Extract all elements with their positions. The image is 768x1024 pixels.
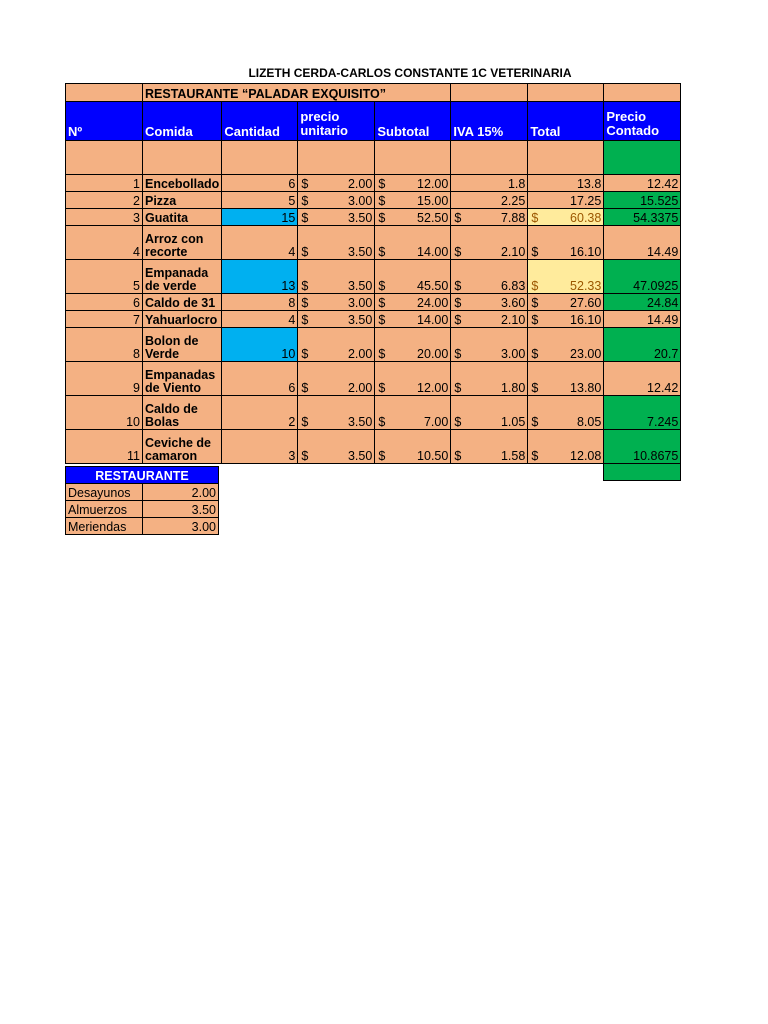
currency-symbol: $ [454,279,462,293]
quantity-cell[interactable]: 4 [222,226,298,260]
amount: 3.50 [347,211,373,225]
amount: 27.60 [570,296,602,310]
food-name-line: Empanadas [145,368,216,382]
food-name-line: Yahuarlocro [145,313,218,327]
iva-cell[interactable] [451,328,528,362]
table-row [66,192,681,209]
document-title: LIZETH CERDA-CARLOS CONSTANTE 1C VETERINARIA [248,66,572,80]
currency-symbol: $ [378,381,386,395]
unit-price-cell[interactable] [298,328,375,362]
unit-price-cell[interactable] [298,175,375,192]
amount: 24.00 [417,296,449,310]
subtotal-cell[interactable] [375,226,451,260]
currency-symbol: $ [378,194,386,208]
subtotal-cell[interactable] [375,362,451,396]
precio-contado-cell[interactable]: 10.8675 [604,430,681,464]
subtotal-cell[interactable] [375,294,451,311]
amount: 3.00 [347,194,373,208]
food-name[interactable] [143,362,222,396]
amount: 7.88 [500,211,526,225]
amount: 1.8 [507,177,526,191]
quantity-cell[interactable]: 3 [222,430,298,464]
currency-symbol: $ [301,211,309,225]
unit-price-cell[interactable] [298,192,375,209]
amount: 2.00 [347,347,373,361]
precio-contado-cell[interactable]: 24.84 [604,294,681,311]
amount: 1.58 [500,449,526,463]
summary-value[interactable]: 3.00 [143,518,219,535]
food-name-line: Empanada [145,266,209,280]
precio-contado-cell[interactable]: 15.525 [604,192,681,209]
summary-header-row [66,467,219,484]
row-number[interactable]: 5 [66,260,143,294]
food-name[interactable] [143,226,222,260]
subtotal-cell[interactable] [375,396,451,430]
amount: 13.8 [576,177,602,191]
amount: 6.83 [500,279,526,293]
summary-row [66,518,219,535]
total-cell[interactable] [528,328,604,362]
table-row [66,226,681,260]
food-name-line: de verde [145,279,197,293]
total-cell[interactable] [528,311,604,328]
food-name[interactable] [143,260,222,294]
header-cantidad[interactable]: Cantidad [222,102,298,141]
unit-price-cell[interactable] [298,226,375,260]
amount: 7.00 [423,415,449,429]
precio-contado-cell[interactable]: 54.3375 [604,209,681,226]
amount: 14.00 [417,313,449,327]
unit-price-cell[interactable] [298,311,375,328]
amount: 3.50 [347,313,373,327]
amount: 1.05 [500,415,526,429]
amount: 12.00 [417,381,449,395]
amount: 16.10 [570,245,602,259]
summary-label[interactable]: Meriendas [66,518,143,535]
food-name-line: de Viento [145,381,202,395]
currency-symbol: $ [454,211,462,225]
amount: 2.00 [347,381,373,395]
summary-label[interactable]: Desayunos [66,484,143,501]
iva-cell[interactable] [451,430,528,464]
total-cell[interactable] [528,226,604,260]
header-iva[interactable]: IVA 15% [451,102,528,141]
row-number[interactable]: 1 [66,175,143,192]
currency-symbol: $ [531,347,539,361]
total-cell[interactable] [528,175,604,192]
unit-price-cell[interactable] [298,294,375,311]
food-name-line: Guatita [145,211,189,225]
currency-symbol: $ [301,313,309,327]
summary-label[interactable]: Almuerzos [66,501,143,518]
row-number[interactable]: 6 [66,294,143,311]
currency-symbol: $ [454,313,462,327]
summary-row [66,501,219,518]
currency-symbol: $ [454,245,462,259]
amount: 2.10 [500,245,526,259]
header-total[interactable]: Total [528,102,604,141]
table-row [66,209,681,226]
iva-cell[interactable] [451,260,528,294]
unit-price-cell[interactable] [298,260,375,294]
currency-symbol: $ [378,211,386,225]
currency-symbol: $ [531,313,539,327]
food-name[interactable] [143,328,222,362]
summary-value[interactable]: 2.00 [143,484,219,501]
quantity-cell[interactable]: 13 [222,260,298,294]
iva-cell[interactable] [451,192,528,209]
subtotal-cell[interactable] [375,311,451,328]
precio-contado-cell[interactable]: 47.0925 [604,260,681,294]
food-name[interactable] [143,430,222,464]
iva-cell[interactable] [451,311,528,328]
currency-symbol: $ [301,279,309,293]
table-row [66,396,681,430]
currency-symbol: $ [378,313,386,327]
quantity-cell[interactable]: 2 [222,396,298,430]
food-name-line: Pizza [145,194,177,208]
subtotal-cell[interactable] [375,328,451,362]
food-name-line: Verde [145,347,180,361]
unit-price-cell[interactable] [298,362,375,396]
precio-contado-cell[interactable]: 12.42 [604,362,681,396]
amount: 2.00 [347,177,373,191]
precio-contado-cell[interactable]: 12.42 [604,175,681,192]
currency-symbol: $ [301,296,309,310]
row-number[interactable]: 2 [66,192,143,209]
unit-price-cell[interactable] [298,430,375,464]
currency-symbol: $ [531,211,539,225]
food-name-line: camaron [145,449,198,463]
row-number[interactable]: 3 [66,209,143,226]
currency-symbol: $ [531,245,539,259]
currency-symbol: $ [301,177,309,191]
amount: 45.50 [417,279,449,293]
currency-symbol: $ [378,296,386,310]
amount: 12.08 [570,449,602,463]
amount: 3.50 [347,279,373,293]
amount: 1.80 [500,381,526,395]
precio-contado-cell[interactable]: 14.49 [604,226,681,260]
summary-title[interactable]: RESTAURANTE [66,467,219,484]
currency-symbol: $ [531,296,539,310]
header-row [66,102,681,141]
quantity-cell[interactable]: 6 [222,175,298,192]
total-cell[interactable] [528,362,604,396]
amount: 3.50 [347,415,373,429]
food-name[interactable] [143,175,222,192]
table-row [66,311,681,328]
amount: 17.25 [570,194,602,208]
food-name[interactable] [143,192,222,209]
food-name-line: Ceviche de [145,436,212,450]
table-row [66,430,681,464]
currency-symbol: $ [454,449,462,463]
amount: 60.38 [570,211,602,225]
precio-contado-cell[interactable]: 7.245 [604,396,681,430]
amount: 2.25 [500,194,526,208]
food-name[interactable] [143,294,222,311]
currency-symbol: $ [378,347,386,361]
amount: 3.50 [347,449,373,463]
table-row [66,260,681,294]
currency-symbol: $ [301,381,309,395]
table-row [66,175,681,192]
table-row [66,362,681,396]
food-name-line: Encebollado [145,177,220,191]
amount: 3.00 [347,296,373,310]
amount: 8.05 [576,415,602,429]
currency-symbol: $ [378,279,386,293]
sheet-title[interactable]: RESTAURANTE “PALADAR EXQUISITO” [143,84,451,102]
amount: 10.50 [417,449,449,463]
subtotal-cell[interactable] [375,430,451,464]
iva-cell[interactable] [451,294,528,311]
currency-symbol: $ [454,347,462,361]
currency-symbol: $ [531,381,539,395]
total-cell[interactable] [528,260,604,294]
currency-symbol: $ [301,415,309,429]
row-number[interactable]: 4 [66,226,143,260]
header-precio-unitario[interactable]: precio unitario [298,102,375,141]
precio-contado-cell[interactable]: 20.7 [604,328,681,362]
summary-value[interactable]: 3.50 [143,501,219,518]
precio-contado-cell[interactable]: 14.49 [604,311,681,328]
summary-row [66,484,219,501]
quantity-cell[interactable]: 5 [222,192,298,209]
amount: 52.33 [570,279,602,293]
food-name[interactable] [143,311,222,328]
currency-symbol: $ [531,415,539,429]
header-precio-contado[interactable]: Precio Contado [604,102,681,141]
header-subtotal[interactable]: Subtotal [375,102,451,141]
amount: 23.00 [570,347,602,361]
amount: 52.50 [417,211,449,225]
currency-symbol: $ [378,245,386,259]
subtotal-cell[interactable] [375,209,451,226]
currency-symbol: $ [454,415,462,429]
row-number[interactable]: 7 [66,311,143,328]
amount: 15.00 [417,194,449,208]
row-number[interactable]: 9 [66,362,143,396]
total-cell[interactable] [528,430,604,464]
total-cell[interactable] [528,192,604,209]
currency-symbol: $ [531,279,539,293]
iva-cell[interactable] [451,209,528,226]
amount: 3.00 [500,347,526,361]
amount: 13.80 [570,381,602,395]
amount: 2.10 [500,313,526,327]
iva-cell[interactable] [451,226,528,260]
summary-table [65,466,219,535]
food-name-line: Arroz con [145,232,204,246]
food-name-line: Caldo de [145,402,198,416]
amount: 3.50 [347,245,373,259]
table-row [66,294,681,311]
amount: 12.00 [417,177,449,191]
row-number[interactable]: 10 [66,396,143,430]
currency-symbol: $ [301,449,309,463]
table-row [66,328,681,362]
subtotal-cell[interactable] [375,175,451,192]
quantity-cell[interactable]: 4 [222,311,298,328]
food-name-line: recorte [145,245,188,259]
amount: 3.60 [500,296,526,310]
food-name-line: Bolon de [145,334,199,348]
amount: 14.00 [417,245,449,259]
quantity-cell[interactable]: 6 [222,362,298,396]
total-cell[interactable] [528,396,604,430]
food-name[interactable] [143,209,222,226]
quantity-cell[interactable]: 15 [222,209,298,226]
unit-price-cell[interactable] [298,396,375,430]
food-name[interactable] [143,396,222,430]
currency-symbol: $ [378,177,386,191]
currency-symbol: $ [378,415,386,429]
total-cell[interactable] [528,209,604,226]
iva-cell[interactable] [451,362,528,396]
header-comida[interactable]: Comida [143,102,222,141]
currency-symbol: $ [378,449,386,463]
row-number[interactable]: 11 [66,430,143,464]
quantity-cell[interactable]: 8 [222,294,298,311]
empty-row [66,141,681,175]
row-number[interactable]: 8 [66,328,143,362]
currency-symbol: $ [301,347,309,361]
total-cell[interactable] [528,294,604,311]
currency-symbol: $ [454,381,462,395]
food-name-line: Caldo de 31 [145,296,216,310]
restaurant-table [65,83,681,481]
food-name-line: Bolas [145,415,180,429]
unit-price-cell[interactable] [298,209,375,226]
subtotal-cell[interactable] [375,260,451,294]
iva-cell[interactable] [451,175,528,192]
iva-cell[interactable] [451,396,528,430]
quantity-cell[interactable]: 10 [222,328,298,362]
currency-symbol: $ [531,449,539,463]
amount: 16.10 [570,313,602,327]
sheet-title-row [66,84,681,102]
currency-symbol: $ [301,194,309,208]
amount: 20.00 [417,347,449,361]
header-num[interactable]: Nº [66,102,143,141]
currency-symbol: $ [454,296,462,310]
subtotal-cell[interactable] [375,192,451,209]
currency-symbol: $ [301,245,309,259]
